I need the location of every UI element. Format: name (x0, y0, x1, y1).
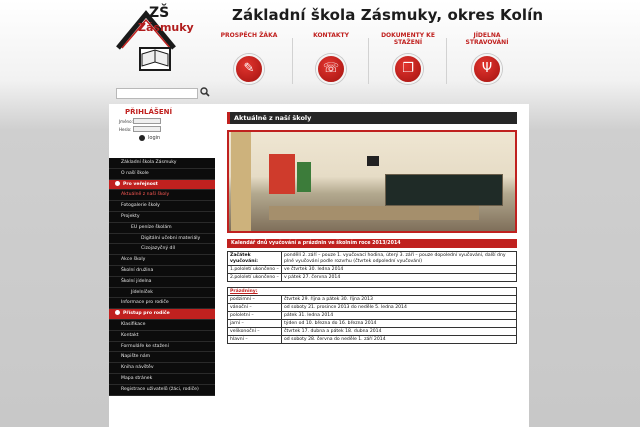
menu-item[interactable] (109, 342, 215, 353)
password-label: Heslo: (119, 126, 132, 132)
username-input[interactable] (133, 118, 161, 124)
login-title: PŘIHLÁŠENÍ (125, 108, 173, 116)
username-row (119, 118, 215, 124)
term-label: 2.pololetí ukončeno – (228, 274, 282, 282)
left-column (109, 104, 215, 427)
menu-item-label: Digitální učební materiály (141, 235, 201, 241)
nav-prospech-label: PROSPĚCH ŽÁKA (220, 32, 278, 39)
header (0, 0, 640, 104)
table-row (228, 328, 517, 336)
nav-prospech[interactable] (214, 32, 284, 84)
menu-item-label: Cizojazyčný díl (141, 246, 176, 252)
nav-dokumenty[interactable] (373, 32, 443, 84)
holiday-label: jarní – (228, 320, 282, 328)
holiday-value: od soboty 28. června do neděle 1. září 2014 (282, 336, 517, 344)
menu-item-label: Mapa stránek (121, 375, 153, 381)
nav-kontakty-label: KONTAKTY (313, 32, 349, 39)
holiday-value: pátek 31. ledna 2014 (282, 312, 517, 320)
site-title: Základní škola Zásmuky, okres Kolín (232, 6, 544, 24)
phone-icon: ☏ (316, 54, 346, 84)
menu-item-label: Kniha návštěv (121, 365, 154, 371)
login-button-label: login (148, 135, 161, 141)
table-row (228, 312, 517, 320)
term-value: v pátek 27. června 2014 (282, 274, 517, 282)
menu-item[interactable] (109, 385, 215, 396)
fork-knife-icon: Ψ (472, 54, 502, 84)
table-row (228, 304, 517, 312)
start-label: Začátek vyučování: (228, 252, 282, 266)
menu-item-label: Základní škola Zásmuky (121, 160, 177, 165)
menu-item-label: Kontakt (121, 332, 139, 338)
menu-item-label: Klasifikace (121, 321, 146, 327)
pencil-notebook-icon: ✎ (234, 54, 264, 84)
holiday-label: pololetní – (228, 312, 282, 320)
documents-icon: ❐ (393, 54, 423, 84)
menu-item-label: O naší škole (121, 170, 149, 176)
password-row (119, 126, 215, 132)
menu-item[interactable] (109, 158, 215, 169)
menu-item-label: Fotogalerie školy (121, 203, 160, 209)
holiday-label: hlavní – (228, 336, 282, 344)
holiday-label: velikonoční – (228, 328, 282, 336)
password-input[interactable] (133, 126, 161, 132)
menu-item-label: Aktuálně z naší školy (121, 192, 170, 198)
menu-item[interactable] (109, 277, 215, 288)
photo-poster (297, 162, 311, 192)
login-bullet-icon (139, 135, 145, 141)
menu-item[interactable] (109, 244, 215, 255)
menu-item[interactable] (109, 309, 215, 320)
search-input[interactable] (116, 88, 198, 99)
menu-item[interactable] (109, 180, 215, 191)
username-label: Jméno: (119, 118, 133, 124)
menu-item[interactable] (109, 169, 215, 180)
photo-blackboard (385, 174, 503, 206)
photo-tv (367, 156, 379, 166)
nav-divider (446, 38, 447, 84)
menu-item-label: Školní družina (121, 267, 154, 273)
nav-divider (292, 38, 293, 84)
nav-divider (368, 38, 369, 84)
holiday-value: týden od 10. března do 16. března 2014 (282, 320, 517, 328)
menu-item[interactable] (109, 234, 215, 245)
menu-item[interactable] (109, 363, 215, 374)
side-menu (109, 158, 215, 396)
menu-item[interactable] (109, 266, 215, 277)
holiday-label: podzimní – (228, 296, 282, 304)
menu-bullet-icon (115, 310, 120, 315)
menu-item-label: Pro veřejnost (123, 181, 158, 187)
photo-poster (269, 154, 295, 194)
menu-item-label: Registrace uživatelů (žáci, rodiče) (121, 386, 199, 392)
menu-item-label: Projekty (121, 213, 140, 219)
holiday-value: od soboty 21. prosince 2013 do neděle 5. ledna 2014 (282, 304, 517, 312)
table-row (228, 336, 517, 344)
top-navigation (220, 32, 520, 92)
logo-text: Zásmuky (138, 21, 194, 34)
calendar-table (227, 251, 517, 282)
school-logo[interactable] (112, 4, 208, 78)
nav-kontakty[interactable] (296, 32, 366, 84)
menu-item[interactable] (109, 212, 215, 223)
term-label: 1.pololetí ukončeno – (228, 266, 282, 274)
holiday-value: čtvrtek 17. dubna a pátek 18. dubna 2014 (282, 328, 517, 336)
menu-bullet-icon (115, 181, 120, 186)
menu-item[interactable] (109, 255, 215, 266)
menu-item[interactable] (109, 331, 215, 342)
menu-item-label: Jídelníček (131, 289, 153, 295)
table-row (228, 266, 517, 274)
nav-jidelna-label: JÍDELNA STRAVOVÁNÍ (465, 32, 509, 46)
main-panel (109, 104, 529, 427)
menu-item[interactable] (109, 288, 215, 299)
menu-item[interactable] (109, 298, 215, 309)
nav-jidelna[interactable] (452, 32, 522, 84)
login-button[interactable] (139, 135, 215, 141)
table-row (228, 296, 517, 304)
holidays-title: Prázdniny: (228, 288, 517, 296)
table-row (228, 288, 517, 296)
menu-item[interactable] (109, 374, 215, 385)
holidays-table (227, 287, 517, 344)
menu-item[interactable] (109, 190, 215, 201)
classroom-photo (227, 130, 517, 233)
menu-item[interactable] (109, 352, 215, 363)
logo-letter: ZŠ (149, 5, 170, 21)
term-value: ve čtvrtek 30. ledna 2014 (282, 266, 517, 274)
search-icon[interactable] (199, 87, 211, 99)
table-row (228, 320, 517, 328)
menu-item[interactable] (109, 223, 215, 234)
menu-item-label: Formuláře ke stažení (121, 343, 169, 349)
table-row (228, 274, 517, 282)
nav-dokumenty-label: DOKUMENTY KE STAŽENÍ (381, 32, 435, 46)
menu-item-label: Informace pro rodiče (121, 300, 169, 306)
login-box (109, 104, 215, 158)
menu-item-label: Napište nám (121, 354, 151, 360)
menu-item[interactable] (109, 201, 215, 212)
menu-item-label: EU peníze školám (131, 224, 172, 230)
menu-item-label: Přístup pro rodiče (123, 311, 170, 317)
photo-window (231, 132, 251, 232)
menu-item-label: Akce školy (121, 257, 146, 263)
menu-item[interactable] (109, 320, 215, 331)
holiday-value: čtvrtek 29. října a pátek 30. října 2013 (282, 296, 517, 304)
table-row (228, 252, 517, 266)
holiday-label: vánoční – (228, 304, 282, 312)
content-area (227, 112, 517, 344)
content-title: Aktuálně z naší školy (227, 112, 517, 124)
menu-item-label: Školní jídelna (121, 278, 152, 284)
start-value: pondělí 2. září – pouze 1. vyučovací hodina, úterý 3. září – pouze dopolední vyučování, další dny plné vyučování podle rozvrhu (čtvrtek odpolední vyučování) (282, 252, 517, 266)
calendar-title: Kalendář dnů vyučování a prázdnin ve školním roce 2013/2014 (227, 239, 517, 248)
photo-table (269, 206, 479, 220)
